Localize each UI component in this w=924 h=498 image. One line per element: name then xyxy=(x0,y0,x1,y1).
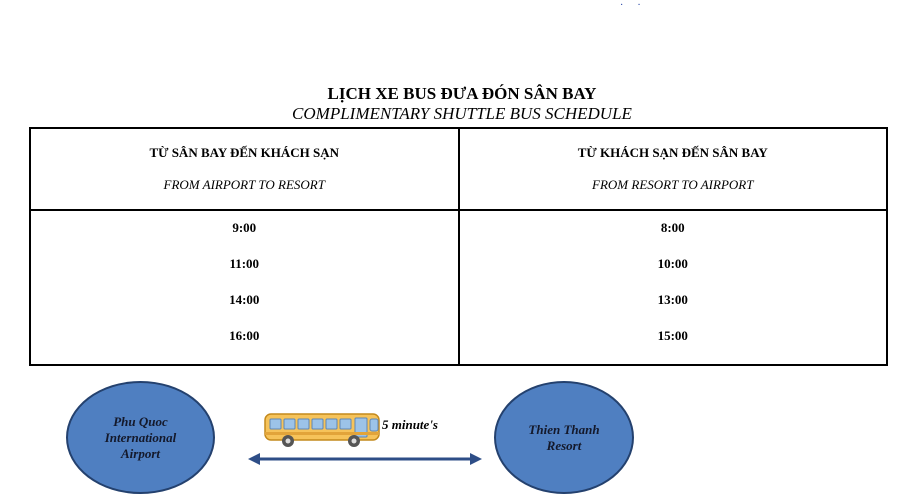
heading-vi: TỪ KHÁCH SẠN ĐẾN SÂN BAY xyxy=(577,145,768,160)
airport-label-line: International xyxy=(104,429,177,445)
resort-label-line: Thien Thanh xyxy=(528,421,600,437)
airport-label-line: Airport xyxy=(120,445,160,461)
column-header-airport-to-resort xyxy=(30,128,459,210)
departure-time: 10:00 xyxy=(657,256,688,271)
page-title: LỊCH XE BUS ĐƯA ĐÓN SÂN BAY xyxy=(327,84,597,103)
departure-time: 15:00 xyxy=(657,328,688,343)
times-resort-to-airport xyxy=(459,210,888,365)
page-subtitle: COMPLIMENTARY SHUTTLE BUS SCHEDULE xyxy=(292,104,632,123)
resort-oval xyxy=(494,381,634,494)
bus-icon xyxy=(264,412,382,448)
heading-en: FROM RESORT TO AIRPORT xyxy=(592,177,754,192)
page-marks: ·· xyxy=(620,0,655,11)
airport-label-line: Phu Quoc xyxy=(113,413,168,429)
heading-en: FROM AIRPORT TO RESORT xyxy=(163,177,325,192)
departure-time: 8:00 xyxy=(660,220,685,235)
departure-time: 16:00 xyxy=(229,328,260,343)
departure-time: 9:00 xyxy=(232,220,257,235)
resort-label-line: Resort xyxy=(546,437,582,453)
departure-time: 13:00 xyxy=(657,292,688,307)
schedule-table xyxy=(29,127,888,366)
departure-time: 14:00 xyxy=(229,292,260,307)
times-airport-to-resort xyxy=(30,210,459,365)
airport-oval xyxy=(66,381,215,494)
column-header-resort-to-airport xyxy=(459,128,888,210)
travel-time-label: 5 minute's xyxy=(382,417,438,432)
departure-time: 11:00 xyxy=(229,256,260,271)
double-arrow-icon xyxy=(248,451,482,467)
heading-vi: TỪ SÂN BAY ĐẾN KHÁCH SẠN xyxy=(149,145,340,160)
